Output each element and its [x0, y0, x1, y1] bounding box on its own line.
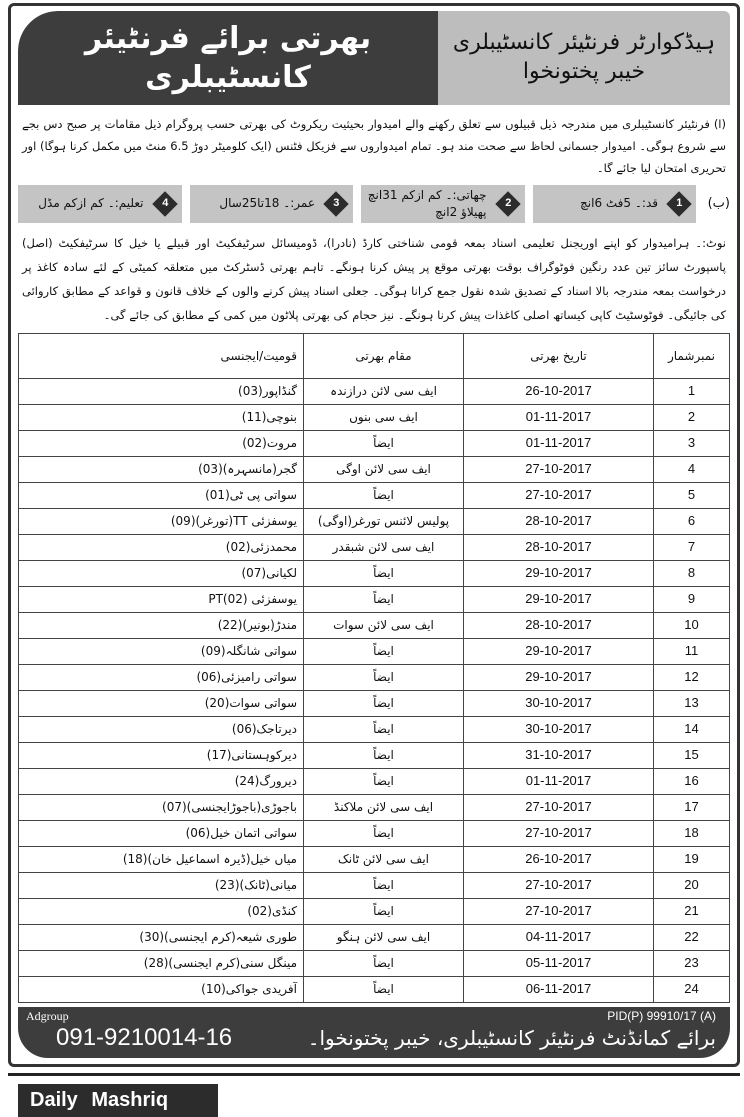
cell-quota: میاں خیل(ڈیرہ اسماعیل خان)(18): [19, 846, 304, 872]
table-row: [19, 898, 730, 924]
cell-quota: محمدزئی(02): [19, 534, 304, 560]
intro-paragraph: (ا) فرنٹیئر کانسٹیبلری میں مندرجہ ذیل قبیلوں سے تعلق رکھنے والے امیدوار بحیثیت ریکروٹ کی بھرتی حسب پروگرام ذیل مقامات پر صبح دس بجے سے شروع ہوگی۔ امیدوار جسمانی لحاظ سے صحت مند ہو۔ تمام امیدواروں سے فزیکل فٹنس (ایک کلومیٹر دوڑ 6.5 منٹ میں مکمل کرنا ہوگا) اور تحریری امتحان لیا جائے گا۔: [22, 117, 726, 175]
requirement-education: [18, 185, 182, 223]
table-row: [19, 976, 730, 1002]
requirement-text: عمر:۔ 18تا25سال: [219, 196, 315, 211]
cell-quota: میانی(ٹانک)(23): [19, 872, 304, 898]
number-badge-icon: 4: [152, 191, 177, 216]
cell-serial: 10: [654, 612, 730, 638]
cell-place: پولیس لائنس تورغر(اوگی): [304, 508, 464, 534]
cell-date: 27-10-2017: [464, 456, 654, 482]
table-row: [19, 378, 730, 404]
table-row: [19, 508, 730, 534]
cell-place: ایضاً: [304, 690, 464, 716]
cell-serial: 13: [654, 690, 730, 716]
cell-serial: 14: [654, 716, 730, 742]
table-row: [19, 430, 730, 456]
pid-number: PID(P) 99910/17 (A): [607, 1008, 716, 1023]
table-header-row: [19, 333, 730, 378]
cell-date: 30-10-2017: [464, 690, 654, 716]
cell-quota: یوسفزئی TT(تورغر)(09): [19, 508, 304, 534]
cell-date: 26-10-2017: [464, 846, 654, 872]
cell-quota: کنڈی(02): [19, 898, 304, 924]
table-row: [19, 794, 730, 820]
cell-date: 26-10-2017: [464, 378, 654, 404]
cell-date: 31-10-2017: [464, 742, 654, 768]
cell-quota: مینگل سنی(کرم ایجنسی)(28): [19, 950, 304, 976]
cell-place: ایضاً: [304, 664, 464, 690]
cell-quota: سواتی پی ٹی(01): [19, 482, 304, 508]
ad-frame: [8, 3, 740, 1067]
number-badge-icon: 3: [323, 191, 348, 216]
requirement-chest: [361, 185, 525, 223]
number-badge-icon: 1: [666, 191, 691, 216]
table-row: [19, 872, 730, 898]
newspaper-name: Daily Mashriq: [18, 1084, 218, 1117]
cell-serial: 19: [654, 846, 730, 872]
cell-date: 01-11-2017: [464, 768, 654, 794]
cell-serial: 20: [654, 872, 730, 898]
cell-date: 29-10-2017: [464, 586, 654, 612]
table-row: [19, 586, 730, 612]
recruitment-schedule-table: [18, 333, 730, 1003]
footer-top-row: [26, 1009, 716, 1024]
col-place: مقام بھرتی: [304, 333, 464, 378]
cell-quota: گنڈاپور(03): [19, 378, 304, 404]
cell-place: ایف سی لائن ہنگو: [304, 924, 464, 950]
cell-place: ایضاً: [304, 950, 464, 976]
cell-place: ایف سی بنوں: [304, 404, 464, 430]
cell-place: ایضاً: [304, 742, 464, 768]
note-paragraph: نوٹ:۔ ہرامیدوار کو اپنے اوریجنل تعلیمی اسناد بمعہ قومی شناختی کارڈ (نادرا)، ڈومیسائل سرٹیفکیٹ اور قبیلے یا خیل کا سرٹیفکیٹ (اصل) پاسپورٹ سائز تین عدد رنگین فوٹوگراف بوقت بھرتی موقع پر پیش کرنا ہونگے۔ تاہم بھرتی ڈسٹرکٹ میں متعلقہ کمیٹی کے لئے سادہ کاغذ پر درخواست بمعہ مندرجہ بالا اسناد کے تصدیق شدہ نقول جمع کرانا ہوگی۔ جعلی اسناد پیش کرنے والوں کے خلاف قانون و قواعد کے مطابق کاروائی کی جائیگی۔ فوٹوسٹیٹ کاپی کیساتھ اصلی کاغذات پیش کرنا ہونگے۔ نیز حجام کی بھرتی پلاٹون میں کمی کے مطابق کی جائے گی۔: [22, 235, 726, 322]
cell-date: 27-10-2017: [464, 794, 654, 820]
table-row: [19, 404, 730, 430]
cell-serial: 3: [654, 430, 730, 456]
cell-serial: 2: [654, 404, 730, 430]
cell-place: ایضاً: [304, 716, 464, 742]
cell-date: 01-11-2017: [464, 430, 654, 456]
cell-date: 28-10-2017: [464, 612, 654, 638]
cell-place: ایضاً: [304, 430, 464, 456]
cell-serial: 12: [654, 664, 730, 690]
table-row: [19, 456, 730, 482]
footer-banner: [18, 1007, 730, 1058]
cell-date: 27-10-2017: [464, 482, 654, 508]
cell-quota: دیرکوہستانی(17): [19, 742, 304, 768]
cell-serial: 24: [654, 976, 730, 1002]
cell-place: ایف سی لائن درازندہ: [304, 378, 464, 404]
cell-serial: 8: [654, 560, 730, 586]
cell-serial: 1: [654, 378, 730, 404]
number-badge-icon: 2: [495, 191, 520, 216]
cell-place: ایضاً: [304, 560, 464, 586]
cell-quota: لکیانی(07): [19, 560, 304, 586]
cell-date: 28-10-2017: [464, 508, 654, 534]
cell-serial: 22: [654, 924, 730, 950]
table-row: [19, 612, 730, 638]
cell-date: 30-10-2017: [464, 716, 654, 742]
table-row: [19, 924, 730, 950]
ad-header: [18, 11, 730, 105]
cell-quota: آفریدی جواکی(10): [19, 976, 304, 1002]
cell-serial: 15: [654, 742, 730, 768]
divider: [8, 1073, 740, 1076]
cell-quota: دیرتاجک(06): [19, 716, 304, 742]
cell-quota: مروت(02): [19, 430, 304, 456]
cell-serial: 17: [654, 794, 730, 820]
cell-place: ایضاً: [304, 976, 464, 1002]
cell-place: ایضاً: [304, 482, 464, 508]
cell-serial: 6: [654, 508, 730, 534]
col-quota: قومیت/ایجنسی: [19, 333, 304, 378]
cell-quota: دیرورگ(24): [19, 768, 304, 794]
cell-place: ایف سی لائن ملاکنڈ: [304, 794, 464, 820]
organization-name: ہیڈکوارٹر فرنٹیئر کانسٹیبلری خیبر پختونخوا: [452, 30, 716, 84]
table-row: [19, 950, 730, 976]
cell-date: 28-10-2017: [464, 534, 654, 560]
cell-place: ایضاً: [304, 898, 464, 924]
table-row: [19, 768, 730, 794]
cell-quota: سواتی اتمان خیل(06): [19, 820, 304, 846]
cell-quota: مندڑ(بونیر)(22): [19, 612, 304, 638]
cell-serial: 5: [654, 482, 730, 508]
cell-date: 29-10-2017: [464, 664, 654, 690]
cell-date: 29-10-2017: [464, 560, 654, 586]
table-row: [19, 560, 730, 586]
cell-place: ایف سی لائن ٹانک: [304, 846, 464, 872]
col-serial: نمبرشمار: [654, 333, 730, 378]
cell-place: ایضاً: [304, 820, 464, 846]
cell-place: ایضاً: [304, 586, 464, 612]
cell-serial: 18: [654, 820, 730, 846]
table-row: [19, 742, 730, 768]
cell-date: 06-11-2017: [464, 976, 654, 1002]
cell-date: 27-10-2017: [464, 872, 654, 898]
cell-quota: سواتی رامیزئی(06): [19, 664, 304, 690]
requirements-label: (ب): [707, 196, 730, 212]
cell-quota: یوسفزئی PT(02): [19, 586, 304, 612]
phone-number: 091-9210014-16: [56, 1023, 233, 1051]
table-row: [19, 690, 730, 716]
cell-serial: 11: [654, 638, 730, 664]
agency-name: Adgroup: [26, 1008, 69, 1023]
footer-contact-row: [26, 1024, 716, 1052]
table-row: [19, 846, 730, 872]
requirement-text: تعلیم:۔ کم ازکم مڈل: [38, 196, 144, 211]
requirements: [18, 185, 730, 223]
table-row: [19, 716, 730, 742]
cell-quota: باجوڑی(باجوڑایجنسی)(07): [19, 794, 304, 820]
organization-banner: [438, 11, 730, 105]
cell-place: ایضاً: [304, 638, 464, 664]
cell-serial: 9: [654, 586, 730, 612]
cell-serial: 16: [654, 768, 730, 794]
table-row: [19, 534, 730, 560]
cell-date: 05-11-2017: [464, 950, 654, 976]
col-date: تاریخ بھرتی: [464, 333, 654, 378]
requirement-height: [533, 185, 697, 223]
cell-date: 01-11-2017: [464, 404, 654, 430]
requirement-text: قد:۔ 5فٹ 6انچ: [580, 196, 658, 211]
table-row: [19, 820, 730, 846]
cell-date: 04-11-2017: [464, 924, 654, 950]
cell-quota: طوری شیعہ(کرم ایجنسی)(30): [19, 924, 304, 950]
requirement-text: چھاتی:۔ کم ازکم 31انچ پھیلاؤ 2انچ: [367, 188, 487, 219]
cell-serial: 4: [654, 456, 730, 482]
cell-date: 27-10-2017: [464, 820, 654, 846]
cell-serial: 21: [654, 898, 730, 924]
cell-place: ایف سی لائن اوگی: [304, 456, 464, 482]
cell-place: ایف سی لائن شبقدر: [304, 534, 464, 560]
cell-quota: سواتی شانگلہ(09): [19, 638, 304, 664]
table-row: [19, 638, 730, 664]
issuer: برائے کمانڈنٹ فرنٹیئر کانسٹیبلری، خیبر پختونخوا۔: [307, 1025, 716, 1050]
cell-serial: 7: [654, 534, 730, 560]
cell-date: 29-10-2017: [464, 638, 654, 664]
cell-date: 27-10-2017: [464, 898, 654, 924]
cell-place: ایف سی لائن سوات: [304, 612, 464, 638]
ad-title: بھرتی برائے فرنٹیئر کانسٹیبلری: [84, 21, 372, 95]
cell-quota: گجر(مانسہرہ)(03): [19, 456, 304, 482]
table-row: [19, 482, 730, 508]
cell-quota: بنوچی(11): [19, 404, 304, 430]
requirement-age: [190, 185, 354, 223]
cell-place: ایضاً: [304, 872, 464, 898]
cell-serial: 23: [654, 950, 730, 976]
title-banner: [18, 11, 438, 105]
cell-quota: سواتی سوات(20): [19, 690, 304, 716]
cell-place: ایضاً: [304, 768, 464, 794]
table-row: [19, 664, 730, 690]
